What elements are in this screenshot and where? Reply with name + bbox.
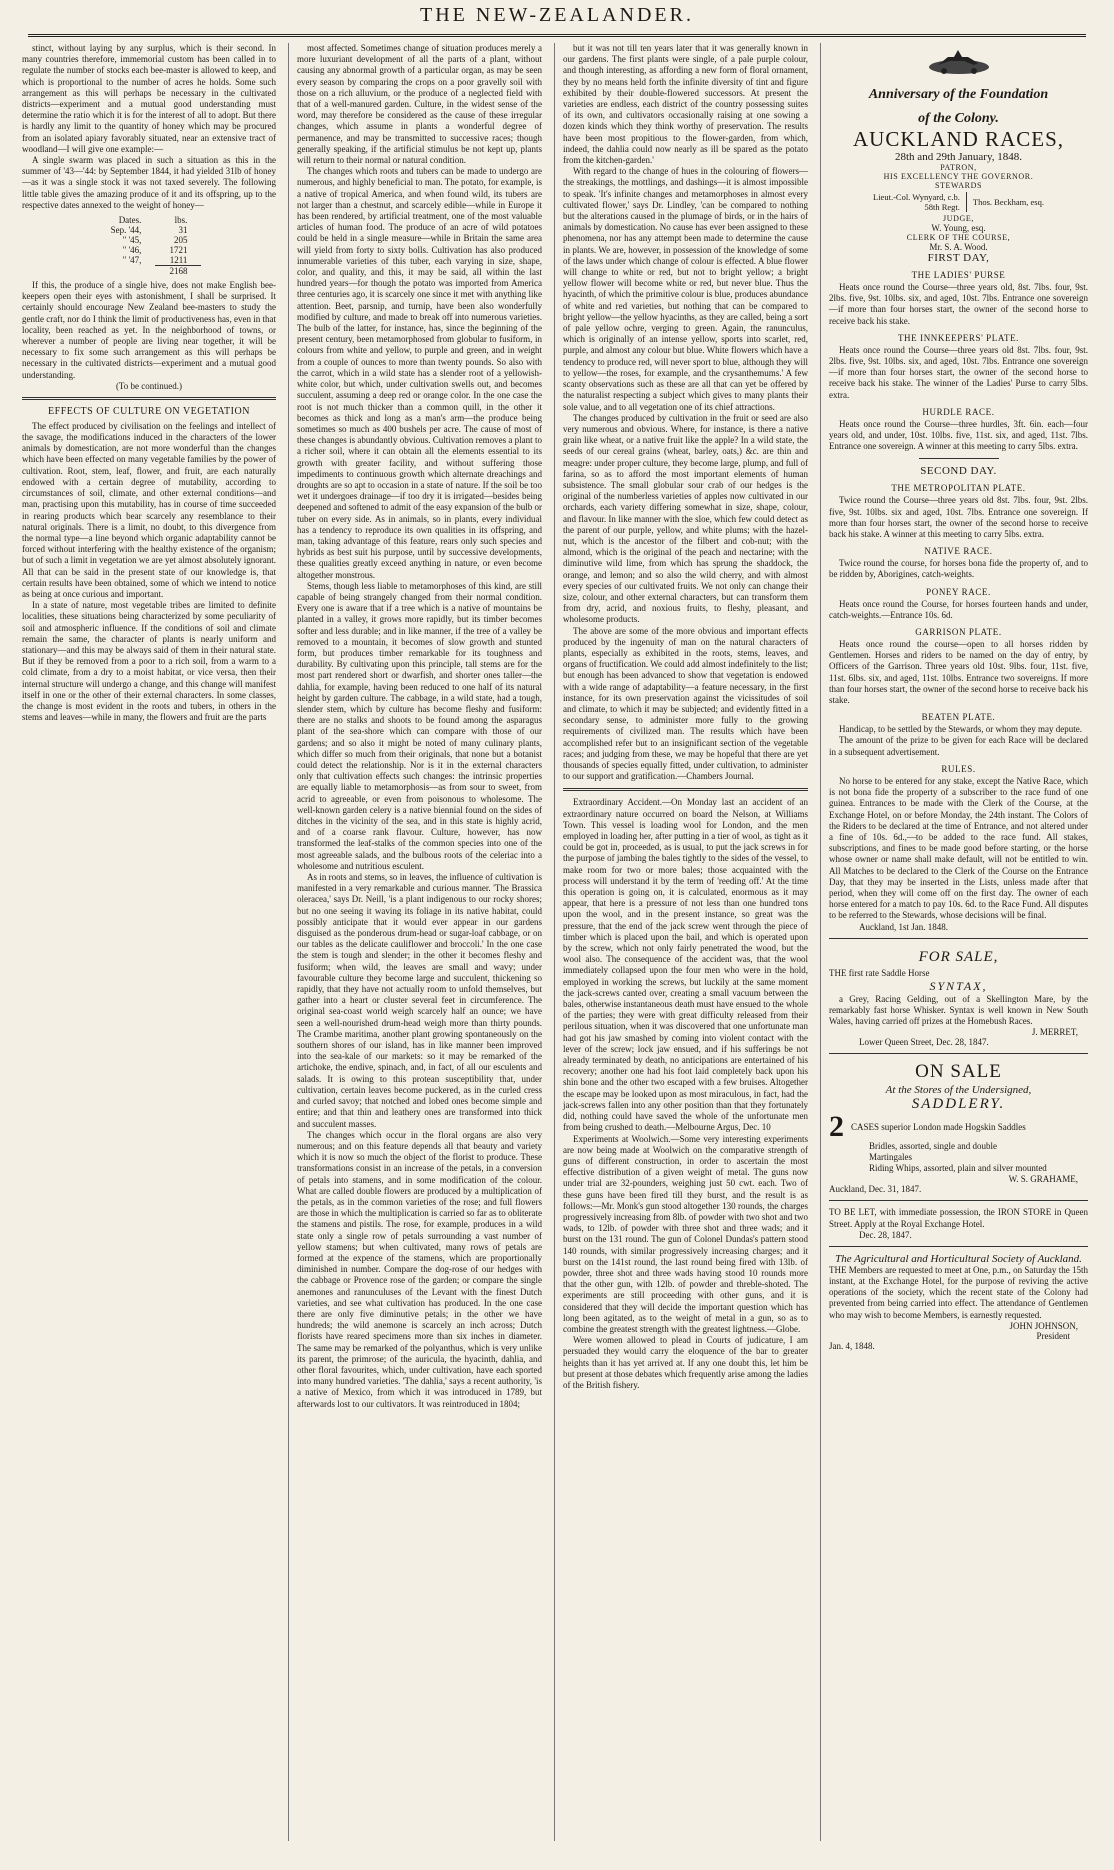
paragraph: As in roots and stems, so in leaves, the influence of cultivation is manifested in a very remarkable and curious manner. 'The Brassica oleracea,' says Dr. Neill, 'is a plant indigenous to our rocky shores; but no one seeing it waving its foliage in its native habitat, could possibly anticipate that it would ever appear in our gardens disguised as the ponderous drum-head or sugar-loaf cabbage, or on our tables as the delicate cauliflower and broccoli.' In the one case the stem is tough and slender; in the other it becomes fleshy and fusiform; when wild, the leaves are small and wavy; under favourable culture they become large and succulent, thickening so rapidly, that they have not actually room to unfold themselves, but gather into a heart or cluster several feet in circumference. The original sea-coast world weigh scarcely half an ounce; we have seen a well-nourished drum-head weigh more than thirty pounds. The Crambe maritima, another plant growing spontaneously on the southern shores of our island, has in like manner been improved into the sea-kale of our markets: so it may be remarked of the artichoke, the endive, spinach, and, in fact, of all our esculents and salads. It is owing to this protean susceptibility that, under cultivation, certain leaves become puckered, as in the curled cress and curled savoy; that notched and lobed ones become simple and entire; and that thin and leathery ones are transformed into thick and succulent masses. <box>297 872 542 1129</box>
stewards-label: STEWARDS <box>934 181 983 190</box>
paragraph: A single swarm was placed in such a situation as this in the summer of '43—'44: by September 1844, it had yielded 31lb of honey—as it was a single stock it was not taxed severely. The following little table gives the amazing produce of it and its offspring, up to the respective dates annexed to the weight of honey— <box>22 155 276 210</box>
race-title: of the Colony. <box>918 111 999 126</box>
table-total-row: 2168 <box>97 266 202 277</box>
race-conditions: Heats once round the Course, for horses fourteen hands and under, catch-weights.—Entrance 10s. 6d. <box>829 598 1088 620</box>
day-heading: SECOND DAY. <box>920 465 997 478</box>
saddlery-cases: 2 CASES superior London made Hogskin Saddles <box>829 1110 1026 1144</box>
society-text: THE Members are requested to meet at One, p.m., on Saturday the 15th instant, at the Exchange Hotel, for the purpose of reviving the active operations of the society, which the recent state of the Colony had prevented from being carried into effect. The attendance of Gentlemen who may wish to become Members, is earnestly requested. <box>829 1264 1088 1320</box>
horse-name: SYNTAX, <box>929 978 988 993</box>
president-role: President <box>1036 1330 1070 1341</box>
divider <box>563 788 808 791</box>
race-heading: THE LADIES' PURSE <box>911 270 1006 280</box>
seller-name: W. S. GRAHAME, <box>1008 1174 1078 1185</box>
on-sale-title: ON SALE <box>915 1061 1002 1083</box>
paragraph: Extraordinary Accident.—On Monday last an accident of an extraordinary nature occurred on board the Nelson, at Williams Town. This vessel is loading wool for London, and the men employed in loading her, after putting in a tier of wool, as tight as it could be got in, proceeded, as is usual, to put the jack screws in for the purpose of jambing the bales tightly to the sides of the vessel, to make room for two or more bales; those acquainted with the process will understand it by the term of 'reeding off.' At the time this operation is going on, it is calculated, enormous as it may appear, that here is a pressure of not less than one hundred tons upon the wool, and in the present instance, so great was the pressure, that the end of the jack screw went through the piece of timber which is placed upon the bail, and which is operated upon by the screw, which not only fairly penetrated the wood, but the wool also. The consequence of the accident was, that the wool immediately collapsed upon the four men who were in the hold, employed in working the screws, but luckily at the same moment the jack-screws canted over, creating a small vacuum between the bales, otherwise instantaneous death must have ensued to the whole of the parties; they were with great difficulty released from their perilous situation, when it was discovered that one unfortunate man had got his jaw smashed by coming into violent contact with the lever of the screw; lock jaw ensued, and if his sufferings be not already terminated by death, no anticipations are entertained of his recovery; another one had his foot laid completely back upon his shin bone and the other two escaped with a few bruises. Altogether the escape may be looked upon as most miraculous, in fact, had the jack-screws fallen into any other position than that they fortunately did, nothing could have saved the whole of the unfortunate men from being crushed to death.—Melbourne Argus, Dec. 10 <box>563 797 808 1133</box>
honey-table <box>97 215 202 276</box>
paragraph: Were women allowed to plead in Courts of judicature, I am persuaded they would carry the eloquence of the bar to greater heights than it has yet arrived at. If any one doubt this, let him be but present at those debates which frequently arise among the ladies of the British fishery. <box>563 1335 808 1390</box>
column-4-advertisements <box>820 43 1088 1841</box>
clerk-label: CLERK OF THE COURSE, <box>906 233 1011 242</box>
list-item: Martingales <box>869 1152 912 1163</box>
race-heading: PONEY RACE. <box>926 586 991 597</box>
race-conditions: Handicap, to be settled by the Stewards, or whom they may depute. <box>839 724 1082 735</box>
race-conditions: Heats once round the Course—three years old, 8st. 7lbs. four, 9st. 2lbs. five, 9st. 10lbs. six, and aged, 10st. 7lbs. Entrance one sovereign—if more than four horses start, the owner of the second horse to receive back his stake. <box>829 282 1088 326</box>
sale-date: Lower Queen Street, Dec. 28, 1847. <box>859 1037 989 1048</box>
paragraph: In a state of nature, most vegetable tribes are limited to definite localities, these situations being characterized by some peculiarity of soil and atmospheric influence. If the conditions of soil and climate remain the same, the character of plants is nearly uniform and stationary—and this may be always said of them in their natural state. But if they be removed from a poor to a rich soil, from a warm to a cold climate, from a dry to a moist habitat, or vice versa, then their internal structure will undergo a change, and this change will manifest itself in one or the other of their external characters. In some classes, the change is most evident in the roots and tubers, in others in the stems and leaves—while in many, the flowers and fruit are the parts <box>22 600 276 723</box>
paragraph: The changes which roots and tubers can be made to undergo are numerous, and highly beneficial to man. The potato, for example, is a native of tropical America, and when found wild, its tubers are not larger than a chestnut, and scarcely edible—while in Europe it has been rendered, by artificial treatment, one of the most valuable articles of human food. The produce of an acre of wild potatoes could be held in a single measure—while in Britain the same area will yield from forty to sixty bolls. Cultivation has also produced innumerable varieties of this tuber, each varying in size, shape, color, and quality, and this, it may be said, all within the last hundred years—for though the potato was imported from America three centuries ago, it is scarcely one since it met with anything like attention. Beet, parsnip, and turnip, have been also wonderfully modified by culture, and made to break off into numerous varieties. The bulb of the latter, for instance, has, since the beginning of the present century, been metamorphosed from globular to fusiform, in colours from white and yellow, to purple and green, and in weight from a couple of ounces to more than twenty pounds. So also with the carrot, which in a wild state has a slender root of a yellowish-white color, but which, under cultivation swells out, and becomes succulent, assuming a deep red or orange color. In the one case the root is not much thicker than a common quill, in the other it becomes as thick and long as a man's arm—the produce being sometimes so much as 400 bushels per acre. The cause of most of these changes is abundantly obvious. Cultivation removes a plant to a richer soil, where it can obtain all the elements essential to its growth with greater facility, and without suffering those impediments to continuous growth which alternate dreachings and droughts are so apt to occasion in a state of nature. If the soil be too wet it undergoes drainage—if too dry it is irrigated—besides being deepened and softened to admit of the easy expansion of the bulb or tuber on every side. As in animals, so in plants, every individual has a tendency to reproduce its own qualities in its offspring, and man, taking advantage of this feature, rears only such species and hybrids as best suit his purpose, until by successive developments, these qualities greatly exceed anything in nature, or even become altogether monstrous. <box>297 166 542 580</box>
list-item: Bridles, assorted, single and double <box>869 1141 997 1152</box>
divider <box>22 397 276 400</box>
divider <box>829 1053 1088 1054</box>
race-conditions: The amount of the prize to be given for each Race will be declared in a subsequent advertisement. <box>829 735 1088 757</box>
patron: HIS EXCELLENCY THE GOVERNOR. <box>883 172 1034 181</box>
to-let-date: Dec. 28, 1847. <box>859 1229 912 1240</box>
clerk: Mr. S. A. Wood. <box>929 242 988 252</box>
table-row: " '45, 205 <box>122 235 188 246</box>
column-2 <box>288 43 542 1841</box>
society-title: The Agricultural and Horticultural Society of Auckland. <box>835 1252 1082 1265</box>
continued-note: (To be continued.) <box>115 380 183 391</box>
president-name: JOHN JOHNSON, <box>1009 1320 1078 1331</box>
society-date: Jan. 4, 1848. <box>829 1340 875 1351</box>
table-header: Dates. <box>118 215 142 226</box>
rules-heading: RULES. <box>941 763 976 774</box>
columns <box>22 37 1092 1841</box>
race-heading: GARRISON PLATE. <box>915 627 1002 638</box>
article-heading: EFFECTS OF CULTURE ON VEGETATION <box>48 405 250 417</box>
paragraph: With regard to the change of hues in the colouring of flowers—the streakings, the mottlings, and dashings—it is almost impossible to speak. 'It's infinite changes and metamorphoses in almost every cultivated flower,' says Dr. Lindley, 'can be compared to nothing but the alterations caused in the plumage of birds, or in the hairs of animals by domestication. No cause has ever been assigned to these phenomena, nor has any attempt been made to determine the cause in plants. We are, however, in possession of the knowledge of some of the laws under which change of colour is effected. A blue flower will change to white or red, but not to bright yellow; a bright yellow flower will become white or red, but never blue. Thus the hyacinth, of which the primitive colour is blue, produces abundance of white and red varieties, but nothing that can be compared to bright yellow—the yellow hyacinths, as they are called, being a sort of pale yellow ochre, verging to green. Again, the ranunculus, which is originally of an intense yellow, sports into scarlet, red, purple, and almost any colour but blue. White flowers which have a tendency to produce red, will never sport to blue, although they will to yellow—the roses, for example, and the crysanthemums.' A few scanty observations such as these are all that can yet be offered by the naturalist respecting a subject which gives to many plants their sole value, and to all vegetation one of its chief attractions. <box>563 166 808 412</box>
paragraph: Experiments at Woolwich.—Some very interesting experiments are now being made at Woolwich on the comparative strength of guns of different construction, in order to ascertain the most effective distribution of a given weight of metal. The guns now under trial are 32-pounders, weighing just 50 cwt. each. Two of these guns have been fired till they burst, and the result is as follows:—Mr. Monk's gun stood altogether 130 rounds, the charges progressively increasing from 8lb. of powder with two shot and two wads, to 12lb. of powder with three shot and three wads; and it burst on the 131 round. The gun of Colonel Dundas's pattern stood 140 rounds, with similar progressively increasing charges; and it burst on the 141st round, the last round being fired with 13lb. of powder, three shot and three wads having stood 10 rounds more that the other gun, with 12lb. of powder and threble-shoted. The experiments are still proceeding with other guns, and it is considered that they will decide the important question which has long been agitated, as to the weight of metal in a gun, so as to combine the greatest strength with the greatest lightness.—Globe. <box>563 1133 808 1334</box>
race-heading: THE INNKEEPERS' PLATE. <box>897 332 1020 343</box>
table-row: Sep. '44, 31 <box>110 225 188 236</box>
table-header: lbs. <box>174 215 188 226</box>
sale-text: THE first rate Saddle Horse <box>829 967 930 978</box>
paragraph: most affected. Sometimes change of situation produces merely a more luxuriant development of all the parts of a plant, without causing any abnormal growth of a particular organ, as may be seen every season by comparing the crops on a poor gravelly soil with those on a rich alluvium, or the produce of a neglected field with that of a well-manured garden. Culture, in the widest sense of the word, may therefore be considered as the cause of these irregular changes, which assume in plants a wonderful degree of permanence, and may be transmitted to successive races; though generally speaking, if the artificial stimulus be not kept up, plants will return to their normal or natural condition. <box>297 43 542 166</box>
divider <box>919 458 999 459</box>
race-conditions: Heats once round the Course—three hurdles, 3ft. 6in. each—four years old, and under, 10st. 10lbs. five, 11st. six, and aged, 11st. 7lbs. Entrance one sovereign. A winner at this meeting to carry 5lbs. extra. <box>829 418 1088 452</box>
masthead: THE NEW-ZEALANDER. <box>28 0 1086 37</box>
paragraph: If this, the produce of a single hive, does not make English bee-keepers open their eyes with astonishment, I shall be surprised. It certainly should encourage New Zealand bee-masters to study the gentle craft, nor do I think the limit of productiveness has, even in that locality, been reached as yet. In the neighborhood of towns, or wherever a number of people are living near together, it will be necessary to fix some such arrangement as this will perhaps be necessary in the cultivated districts—experiment and a mutual good understanding. <box>22 280 276 380</box>
for-sale-title: FOR SALE, <box>918 948 999 965</box>
race-heading: NATIVE RACE. <box>924 546 993 557</box>
stewards: Lieut.-Col. Wynyard, c.b. 58th Regt. Thos. Beckham, esq. <box>873 192 1044 212</box>
paragraph: The changes which occur in the floral organs are also very numerous; and on this feature depends all that beauty and variety which it is now so much the object of the florist to produce. These transformations consist in an increase of the petals, in a conversion of petals into stamens, and in some modification of the colour. What are called double flowers are produced by a multiplication of the petals, as in the common varieties of the rose; and full flowers are those in which the multiplication is carried so far as to obliterate the stamens and pistils. The rose, for example, produces in a wild state only a single row of petals surrounding a vast number of yellow stamens; but when cultivated, many rows of petals are formed at the expence of the stamens, which are proportionally diminished in number. Compare the dog-rose of our hedges with the cabbage or Provence rose of the garden; or compare the single anemones and ranunculuses of the Levant with the finest Dutch varieties, and see what cultivation has produced. In the one case there are only five diminutive petals; in the other we have hundreds; the wild anemone is scarcely an inch across; Dutch florists have reared specimens more than six inches in diameter. The same may be remarked of the polyanthus, which is very unlike its parent, the primrose; of the auricula, the hyacinth, dahlia, and other floral favourites, which, under cultivation, have each sported into many hundred varieties. 'The dahlia,' says a recent authority, 'is a native of Mexico, from which it was introduced in 1789, but afterwards lost to our cultivators. It was reintroduced in 1804; <box>297 1129 542 1409</box>
saddlery-title: SADDLERY. <box>911 1096 1006 1113</box>
sale-date: Auckland, Dec. 31, 1847. <box>829 1184 922 1195</box>
number-two-icon: 2 <box>829 1110 844 1144</box>
divider <box>829 1200 1088 1201</box>
seller-name: J. MERRET, <box>1031 1027 1078 1038</box>
race-conditions: Heats once round the Course—three years old 8st. 7lbs. four, 9st. 2lbs. five, 9st. 10lbs. six, and aged, 10st. 7lbs. Entrance one sovereign—if more than four horses start, the owner of the second horse to receive back his stake. The winner of the Ladies' Purse to carry 5lbs. extra. <box>829 344 1088 400</box>
to-let-text: TO BE LET, with immediate possession, the IRON STORE in Queen Street. Apply at the Royal Exchange Hotel. <box>829 1207 1088 1229</box>
table-row: " '46, 1721 <box>122 245 188 256</box>
patron-label: PATRON, <box>940 163 977 172</box>
race-dates: 28th and 29th January, 1848. <box>895 151 1022 163</box>
paragraph: The effect produced by civilisation on the feelings and intellect of the savage, the modifications induced in the characters of the lower animals by domestication, are not more wonderful than the changes which have been effected on many vegetable families by the power of cultivation. Root, stem, leaf, flower, and fruit, are each naturally endowed with a certain degree of mutability, according to circumstances of soil, climate, and other external conditions—and man, practising upon this mutability, has in course of time succeeded in rearing products which bear scarcely any resemblance to their natural originals. There is a limit, no doubt, to this divergence from the normal type—a line beyond which organic adaptability cannot be forced without interfering with the healthy existence of the organism; but of such a limit in vegetation we are yet almost absolutely ignorant. All that can be said in the present state of our knowledge is, that certain results have been obtained, some of which we intend to notice as being at once curious and important. <box>22 420 276 599</box>
race-conditions: Twice round the Course—three years old 8st. 7lbs. four, 9st. 2lbs. five, 9st. 10lbs. six and aged, 10st. 7lbs. Entrance one sovereign. If more than four horses start, the owner of the second horse to receive back his stake. A winner at this meeting to carry 5lbs. extra. <box>829 495 1088 540</box>
race-conditions: Twice round the course, for horses bona fide the property of, and to be ridden by, Aborigines, catch-weights. <box>829 558 1088 580</box>
column-3 <box>554 43 808 1841</box>
rules-date: Auckland, 1st Jan. 1848. <box>859 921 948 932</box>
judge-label: JUDGE, <box>943 214 974 223</box>
race-heading: BEATEN PLATE. <box>921 712 996 723</box>
rules-text: No horse to be entered for any stake, except the Native Race, which is not bona fide the property of a subscriber to the race fund of one guinea. Entrances to be made with the Clerk of the Course, at the Exchange Hotel, on or before Monday, the 24th instant. The Colors of the Riders to be declared at the time of Entrance, and not altered under a fine of 10s. 6d.,—to be added to the race fund. All stakes, subscriptions, and fines to be made good before starting, or the horse whose owner or name shall make default, will not be entitled to win. All Matches to be declared to the Clerk of the Course on the Entrance Day, that they may be inserted in the Lists, unless made after that period, when they will come off on the first day. The owner of each horse entered for a match to pay 10s. 6d. to the Race Fund. All disputes to be referred to the Stewards, whose decisions will be final. <box>829 775 1088 921</box>
day-heading: FIRST DAY, <box>927 252 990 264</box>
race-title: Anniversary of the Foundation <box>868 87 1049 102</box>
paragraph: Stems, though less liable to metamorphoses of this kind, are still capable of being strangely changed from their normal condition. Every one is aware that if a tree which is a native of mountains be planted in a valley, it grows more rapidly, but its timber becomes softer and less durable; and in like manner, if the tree of a valley be removed to a mountain, it becomes of slow growth and stunted form, but produces timber remarkable for its toughness and durability. By cultivating upon this principle, tall stems are for the most part rendered short or dwarfish, and shorter ones taller—the dahlia, for example, having been reduced to one half of its natural height by garden culture. The cabbage, in a wild state, had a tough, slender stem, which by culture has become fleshy and fusiform: there are no stalks and shoots to be found among the asparagus plant of the sea-shore which can compare with those of our gardens; and so also it might be noted of many culinary plants, which differ so much from their originals, that none but a botanist could detect the relationship. Nor is it in the external characters only that cultivation effects such changes: the intrinsic properties are equally liable to metamorphosis—as from sour to sweet, from acrid to agreeable, or even from poisonous to wholesome. The well-known garden celery is a native biennial found on the sides of ditches in the vicinity of the sea, and in this state is highly acrid, and of a coarse rank flavour. Culture, however, has now transformed the leaf-stalks of the common species into one of the most agreeable salads, and the bulbous roots of the celeriac into a wholesome and nutritious esculent. <box>297 580 542 871</box>
judge: W. Young, esq. <box>931 223 986 233</box>
race-conditions: Heats once round the course—open to all horses ridden by Gentlemen. Horses and riders to be named on the day of entry, by Officers of the Garrison. Three years old 10st. 9lbs. four, 11st. five, 11st. 6lbs. six, and aged, 11st. 10lbs. Entrance two sovereigns. If more than four horses start, the owner of the second horse to receive back his stake. <box>829 639 1088 706</box>
column-1 <box>22 43 276 1841</box>
divider <box>829 938 1088 939</box>
horse-racing-emblem-icon <box>924 47 994 79</box>
list-item: Riding Whips, assorted, plain and silver mounted <box>869 1163 1047 1174</box>
race-heading: THE METROPOLITAN PLATE. <box>891 483 1026 494</box>
race-heading: HURDLE RACE. <box>922 406 995 417</box>
divider <box>829 1246 1088 1247</box>
sale-text: a Grey, Racing Gelding, out of a Skellington Mare, by the remarkably fast horse Whisker. Syntax is well known in New South Wales, having carried off prizes at the Homebush Races. <box>829 993 1088 1027</box>
table-row: " '47, 1211 <box>122 255 188 266</box>
paragraph: The changes produced by cultivation in the fruit or seed are also very numerous and obvious. Where, for instance, is there a native grain like wheat, or a native fruit like the apple? In a wild state, the seeds of our cereal grains (wheat, barley, oats,) &c. are thin and meagre: under proper culture, they become large, plump, and full of farina, so as to afford the most important elements of human subsistence. The small globular sour crab of our hedges is the original of the numberless varieties of apples now cultivated in our orchards, each variety differing somewhat in size, shape, colour, and flavour. In like manner with the sloe, which few could detect as the parent of our purple, yellow, and white plums; with the hazel-nut, which is the ancestor of the filbert and cob-nut; with the almond, which is the original of the peach and nectarine; with the diminutive wild lime, from which has sprung the shaddock, the orange, and lemon; and so also the wild cherry, and with almost every species of our cultivated fruits. We not only can change their size, colour, and other external characters, but can transform them from dry, acrid, and noxious fruits, to fleshy, pleasant, and wholesome products. <box>563 412 808 625</box>
paragraph: The above are some of the more obvious and important effects produced by the ingenuity of man on the natural characters of plants, especially as exhibited in the roots, stems, leaves, and organs of fructification. We could add almost indefinitely to the list; but enough has been advanced to show that vegetation is endowed with a wide range of adaptability—a feature necessary, in the first instance, for its own preservation against the vicissitudes of soil and climate, to which it may be subjected; and evidently fitted in a secondary sense, to administer more fully to the growing requirements of civilized man. The results which have been accomplished refer but to an insignificant section of the vegetable races; and judging from these, we may be hopeful that there are yet thousands of species equally fitted, under cultivation, to administer to our support and gratification.—Chambers Journal. <box>563 625 808 782</box>
paragraph: but it was not till ten years later that it was generally known in our gardens. The first plants were single, of a pale purple colour, and though interesting, as affording a new form of floral ornament, they by no means held forth the infinite diversity of tint and figure exhibited by their double-flowered successors. At present the varieties are endless, each district of the country possessing suites of its own, and cultivators occasionally raising at one sowing a dozen kinds which they think worthy of preservation. The results have been most propitious to the flower-garden, from which, indeed, the dahlia could now nearly as ill be spared as the potato from the kitchen-garden.' <box>563 43 808 166</box>
paragraph: stinct, without laying by any surplus, which is their second. In many countries therefore, immemorial custom has been called in to regulate the number of stocks each bee-master is allowed to keep, and which is proportional to the number of acres he holds. Some such arrangement as this will perhaps be necessary in the cultivated districts—experiment and a mutual good understanding must determine the ratio which it is for the interest of all to adopt. But there is hardly any limit to the quantity of honey which may be procured from an isolated apiary favorably situated, near an extensive tract of woodland—I will give one example:— <box>22 43 276 154</box>
race-name: AUCKLAND RACES, <box>852 127 1064 151</box>
on-sale-subtitle: At the Stores of the Undersigned, <box>885 1084 1032 1097</box>
